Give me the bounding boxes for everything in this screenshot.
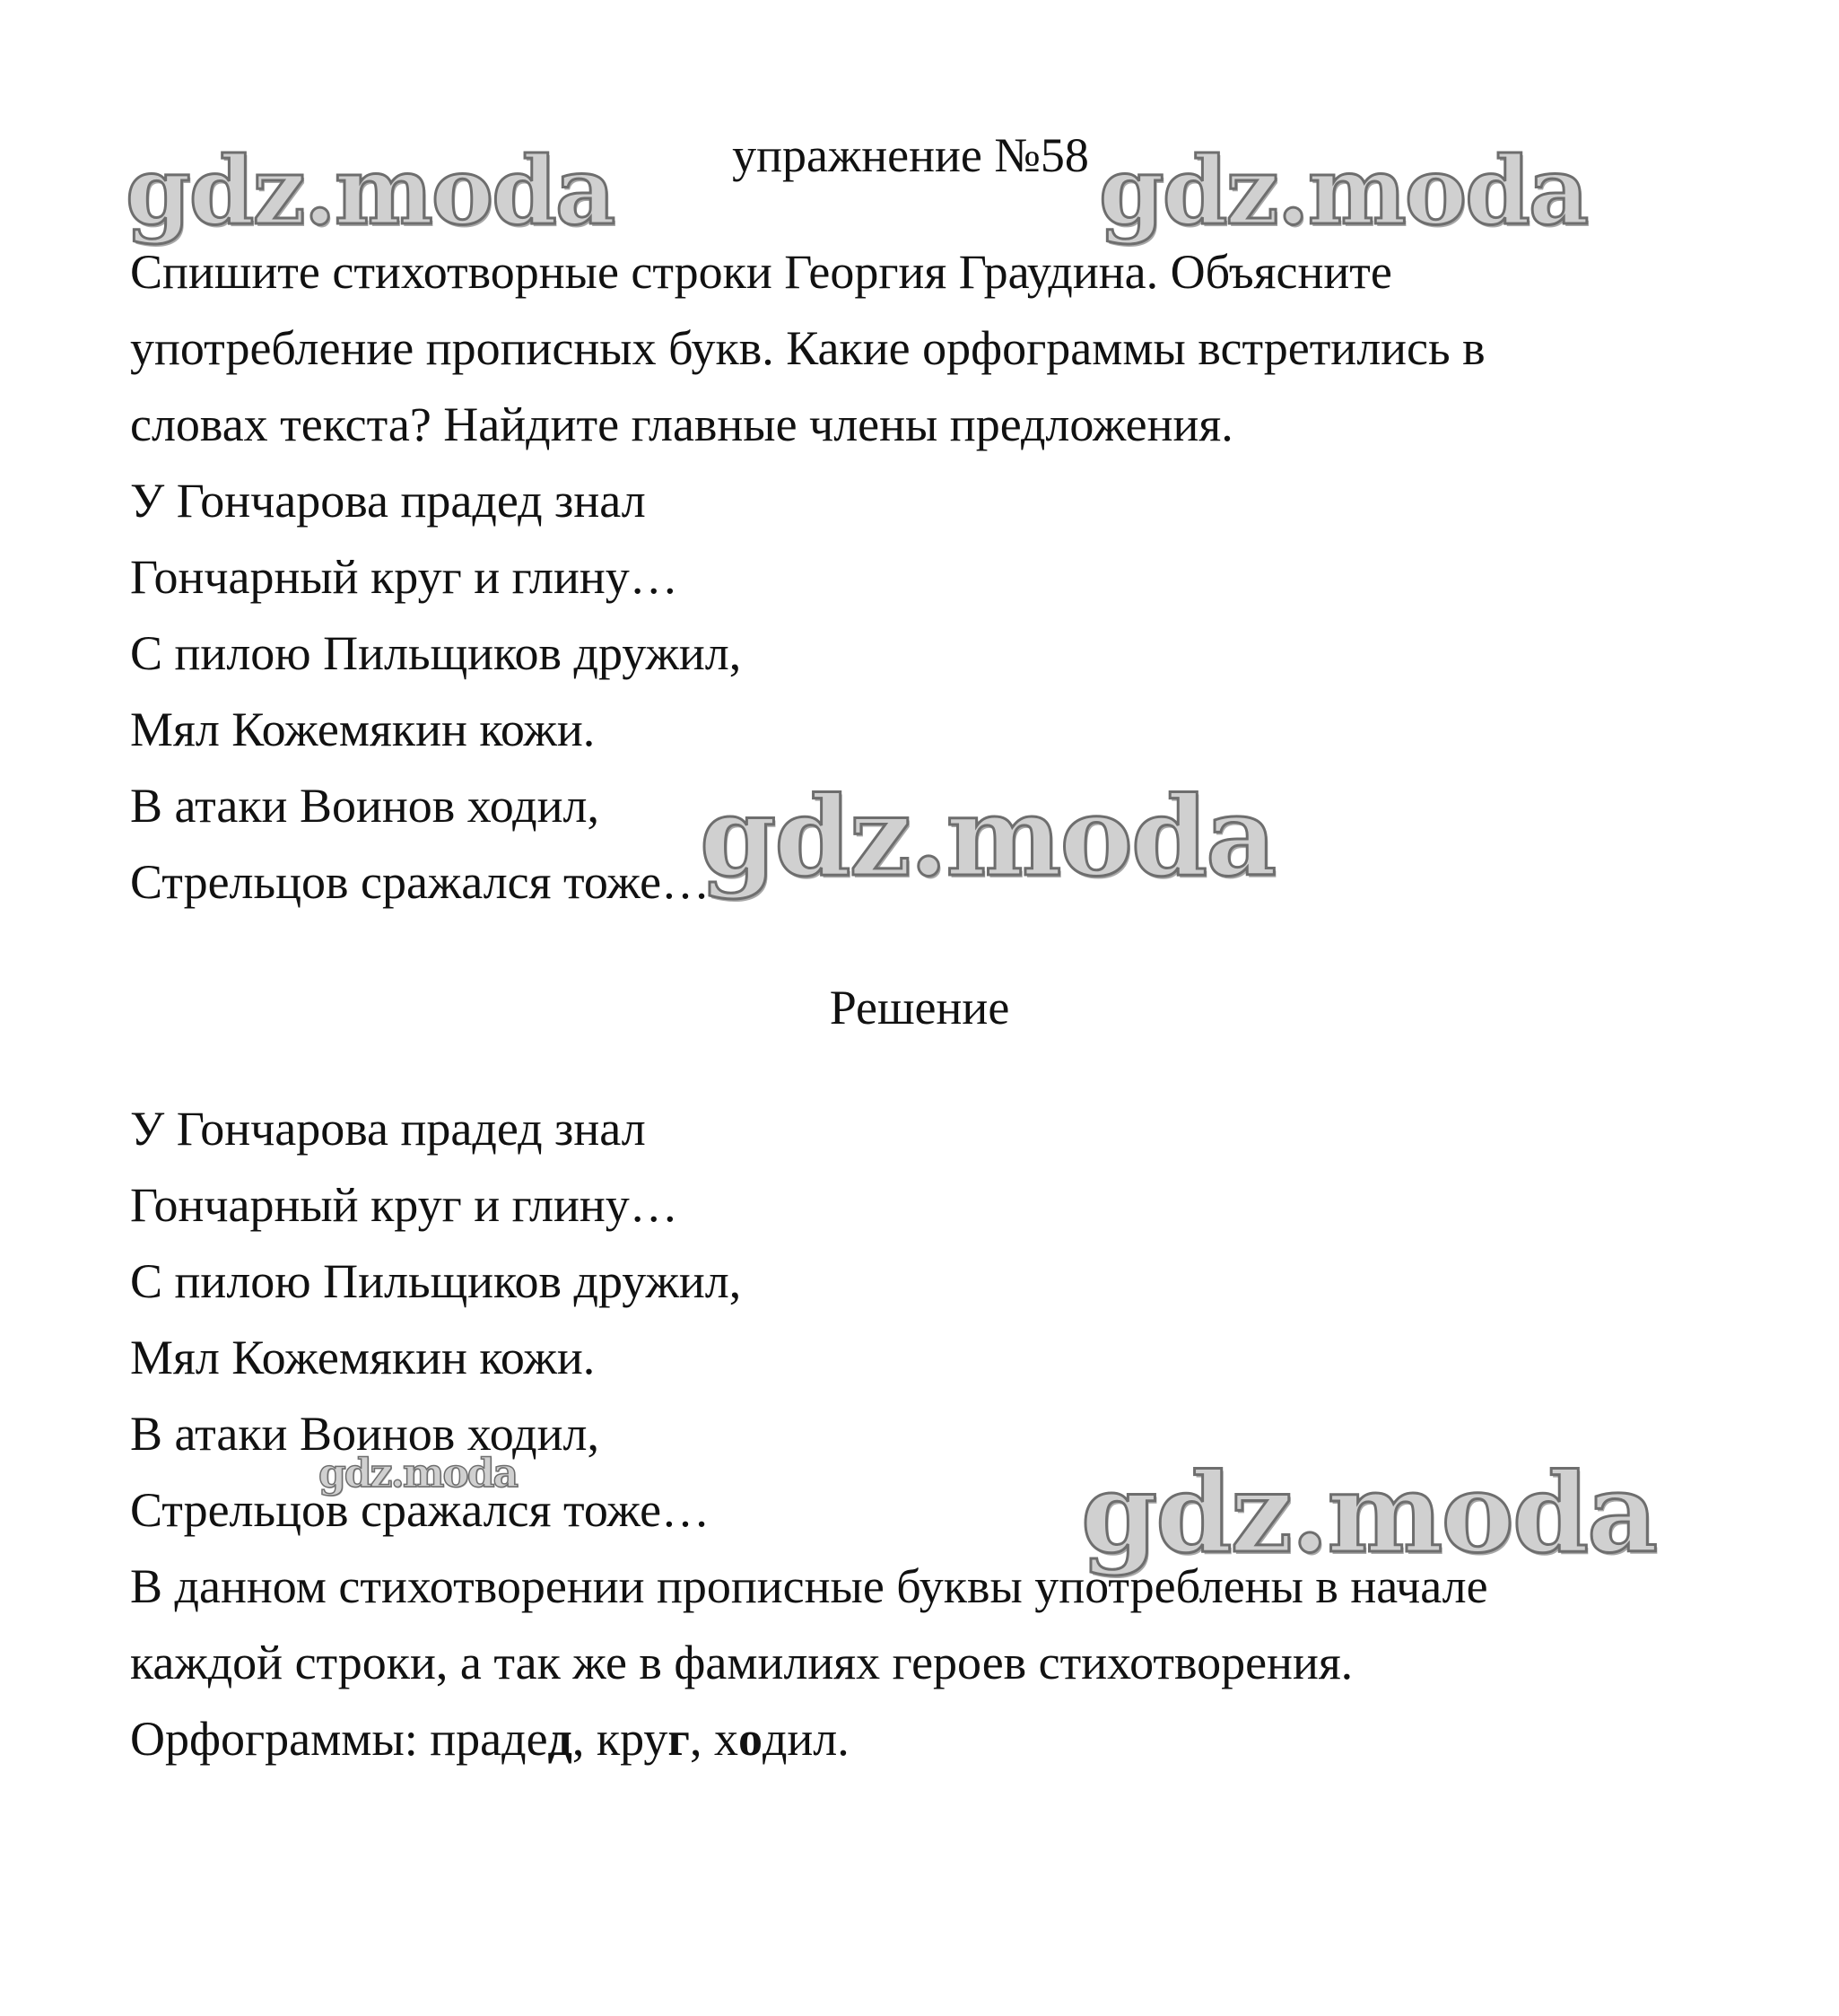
orthogram-word-2-highlight: г <box>667 1712 690 1766</box>
poem-line-1: У Гончарова прадед знал <box>130 474 646 528</box>
watermark-logo: gdz.moda <box>1099 135 1588 246</box>
orthograms-line <box>130 1709 850 1768</box>
orthogram-word-2-pre: кру <box>596 1712 668 1766</box>
orthogram-word-3-highlight: о <box>737 1712 763 1766</box>
solution-poem-line-3: С пилою Пильщиков дружил, <box>130 1254 742 1308</box>
poem-line-2: Гончарный круг и глину… <box>130 550 678 604</box>
orthogram-word-3-post: дил. <box>762 1712 850 1766</box>
orthograms-label: Орфограммы: <box>130 1712 431 1766</box>
solution-poem-line-6: Стрельцов сражался тоже… <box>130 1483 710 1537</box>
watermark-logo: gdz.moda <box>126 135 614 246</box>
orthogram-separator-2: , <box>689 1712 714 1766</box>
solution-poem-line-2: Гончарный круг и глину… <box>130 1178 678 1232</box>
orthogram-word-3-pre: х <box>713 1712 738 1766</box>
task-line-1: Спишите стихотворные строки Георгия Граудина. Объясните <box>130 245 1392 299</box>
watermark-logo: gdz.moda <box>318 1451 518 1497</box>
explanation-line-1: В данном стихотворении прописные буквы употреблены в начале <box>130 1559 1488 1613</box>
task-line-3: словах текста? Найдите главные члены предложения. <box>130 397 1233 451</box>
task-line-2: употребление прописных букв. Какие орфограммы встретились в <box>130 321 1486 375</box>
orthogram-word-1-pre: праде <box>430 1712 548 1766</box>
poem-line-6: Стрельцов сражался тоже… <box>130 855 710 909</box>
watermark-logo: gdz.moda <box>700 772 1276 901</box>
watermark-logo: gdz.moda <box>1081 1448 1657 1577</box>
poem-line-5: В атаки Воинов ходил, <box>130 779 599 833</box>
solution-poem-line-1: У Гончарова прадед знал <box>130 1102 646 1156</box>
orthogram-separator-1: , <box>571 1712 597 1766</box>
solution-poem-line-5: В атаки Воинов ходил, <box>130 1407 599 1461</box>
orthogram-word-1-highlight: д <box>547 1712 572 1766</box>
solution-poem-line-4: Мял Кожемякин кожи. <box>130 1331 596 1384</box>
poem-line-4: Мял Кожемякин кожи. <box>130 703 596 756</box>
solution-heading: Решение <box>829 981 1010 1034</box>
poem-line-3: С пилою Пильщиков дружил, <box>130 626 742 680</box>
exercise-title: упражнение №58 <box>732 128 1089 182</box>
explanation-line-2: каждой строки, а так же в фамилиях героев стихотворения. <box>130 1636 1354 1689</box>
